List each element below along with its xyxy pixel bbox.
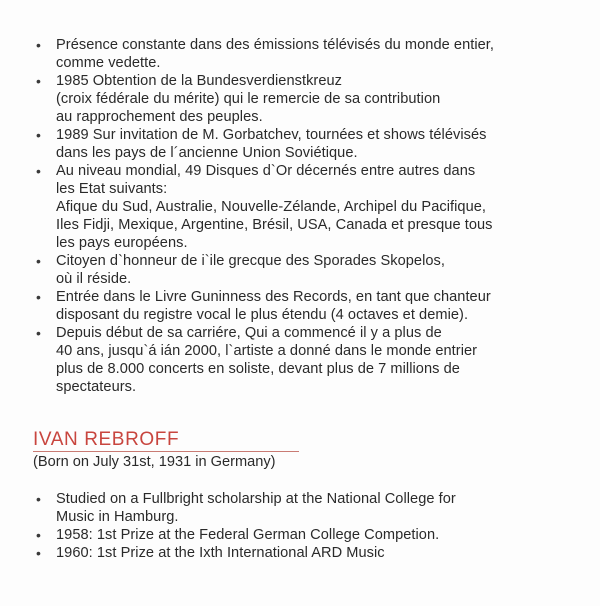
list-item — [32, 36, 592, 72]
item-line: dans les pays de l´ancienne Union Soviétique. — [56, 145, 358, 161]
item-line: Iles Fidji, Mexique, Argentine, Brésil, USA, Canada et presque tous — [56, 217, 493, 233]
bullet-icon: • — [36, 127, 41, 143]
list-item — [32, 526, 592, 544]
item-line: Entrée dans le Livre Guninness des Records, en tant que chanteur — [56, 289, 491, 305]
section-subheading: (Born on July 31st, 1931 in Germany) — [33, 454, 276, 470]
list-item — [32, 162, 592, 252]
item-line: Depuis début de sa carriére, Qui a commencé il y a plus de — [56, 325, 442, 341]
french-bullet-list — [32, 36, 592, 396]
item-line: Music in Hamburg. — [56, 509, 179, 525]
list-item — [32, 72, 592, 126]
item-line: les Etat suivants: — [56, 181, 168, 197]
item-line: au rapprochement des peuples. — [56, 109, 263, 125]
item-line: 1989 Sur invitation de M. Gorbatchev, tournées et shows télévisés — [56, 127, 487, 143]
bullet-icon: • — [36, 545, 41, 561]
list-item — [32, 490, 592, 526]
item-line: où il réside. — [56, 271, 132, 287]
bullet-icon: • — [36, 253, 41, 269]
section-heading: IVAN REBROFF — [33, 430, 299, 452]
list-item — [32, 324, 592, 396]
english-bullet-list — [32, 490, 592, 562]
item-line: 1985 Obtention de la Bundesverdienstkreuz — [56, 73, 343, 89]
bullet-icon: • — [36, 325, 41, 341]
list-item — [32, 544, 592, 562]
bullet-icon: • — [36, 491, 41, 507]
list-item — [32, 126, 592, 162]
list-item — [32, 252, 592, 288]
bullet-icon: • — [36, 527, 41, 543]
bullet-icon: • — [36, 37, 41, 53]
item-line: comme vedette. — [56, 55, 161, 71]
item-line: Au niveau mondial, 49 Disques d`Or décernés entre autres dans — [56, 163, 476, 179]
bullet-icon: • — [36, 73, 41, 89]
item-line: 40 ans, jusqu`á ián 2000, l`artiste a donné dans le monde entrier — [56, 343, 478, 359]
item-line: les pays européens. — [56, 235, 188, 251]
item-line: Présence constante dans des émissions télévisés du monde entier, — [56, 37, 495, 53]
bullet-icon: • — [36, 289, 41, 305]
list-item — [32, 288, 592, 324]
item-line: Studied on a Fullbright scholarship at the National College for — [56, 491, 456, 507]
item-line: spectateurs. — [56, 379, 137, 395]
item-line: (croix fédérale du mérite) qui le remercie de sa contribution — [56, 91, 441, 107]
item-line: 1960: 1st Prize at the Ixth International ARD Music — [56, 545, 385, 561]
item-line: plus de 8.000 concerts en soliste, devant plus de 7 millions de — [56, 361, 460, 377]
item-line: 1958: 1st Prize at the Federal German College Competion. — [56, 527, 440, 543]
item-line: Citoyen d`honneur de i`ile grecque des Sporades Skopelos, — [56, 253, 446, 269]
bullet-icon: • — [36, 163, 41, 179]
item-line: disposant du registre vocal le plus étendu (4 octaves et demie). — [56, 307, 469, 323]
item-line: Afique du Sud, Australie, Nouvelle-Zélande, Archipel du Pacifique, — [56, 199, 487, 215]
